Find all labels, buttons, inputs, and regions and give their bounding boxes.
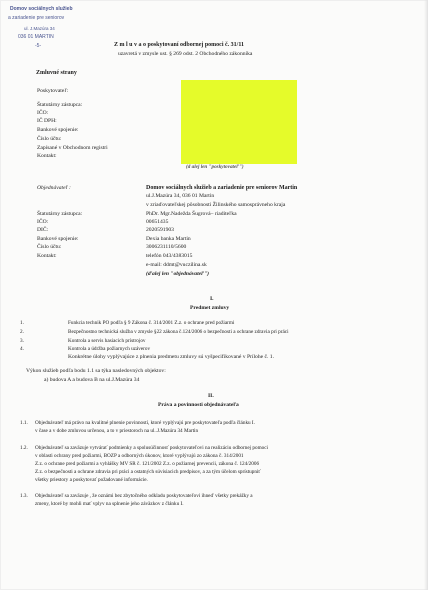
client-note: (ďalej len "objednávateľ") (146, 271, 210, 277)
paragraph-line: Objednávateľ má právo na kvalitné plnenie povinností, ktoré vyplývajú pre poskytovateľa podľa článku I. (35, 420, 255, 426)
paragraph-number: 1.3. (20, 493, 28, 499)
provider-field: Bankové spojenie: (37, 127, 79, 133)
client-row-label: DIČ: (37, 227, 49, 233)
organization-stamp (4, 3, 74, 55)
client-row-label: Kontakt: (37, 253, 57, 259)
page-edge-shadow (424, 0, 428, 590)
list-item-number: 2. (20, 329, 24, 335)
stamp-line-2: a zariadenie pre seniorov (8, 15, 65, 21)
provider-field: IČ DPH: (37, 118, 57, 124)
client-address: ul.J.Mazúra 34, 036 01 Martin (146, 193, 215, 199)
client-name: Domov sociálnych služieb a zariadenie pre seniorov Martin (146, 185, 298, 191)
list-item-text: Kontrola a údržba požiarnych uzáverov (68, 346, 151, 352)
client-label: Objednávateľ : (37, 185, 71, 191)
parties-heading: Zmluvné strany (36, 70, 77, 76)
scope-item: a) budova A a budova B na ul.J.Mazúra 34 (44, 377, 140, 383)
paragraph-line: Z.z. o bezpečnosti a ochrane zdravia pri práci a ostatných súvisiacich predpisov, a za tým účelom sprístupniť (35, 469, 261, 475)
spec-note: Konkrétne úlohy vyplývajúce z plnenia predmetu zmluvy sú vyšpecifikované v Prílohe č. 1. (68, 354, 274, 360)
client-row-label: Bankové spojenie: (37, 236, 79, 242)
client-row-value: Dexia banka Martin (146, 236, 191, 242)
list-item-number: 4. (20, 346, 24, 352)
client-row-value: 3006231110/5600 (146, 244, 187, 250)
section-2-number: II. (208, 393, 214, 399)
stamp-line-1: Domov sociálnych služieb (10, 6, 73, 12)
paragraph-number: 1.1. (20, 420, 28, 426)
section-1-number: I. (210, 296, 214, 302)
paragraph-line: v čase a v dobe zmluvou určenou, a to v priestoroch na ul..J.Mazúra 34 Martin (35, 428, 199, 434)
provider-field: Kontakt: (37, 153, 57, 159)
contract-title: Z m l u v a o poskytovaní odbornej pomoci č. 31/11 (114, 42, 245, 48)
client-row-value: telefón 043/4383015 (146, 253, 193, 259)
list-item-text: Kontrola a servis hasiacich prístrojov (68, 338, 146, 344)
client-row-label: IČO: (37, 219, 49, 225)
paragraph-line: v oblasti ochrany pred požiarmi, BOZP a odborných úkonov, ktoré vyplývajú zo zákona č. 314/2001 (35, 453, 244, 459)
client-row-value: 2020591903 (146, 227, 174, 233)
stamp-line-5: -5- (35, 43, 42, 49)
section-1-title: Predmet zmluvy (190, 305, 230, 311)
contract-subtitle: uzavretá v zmysle ust. § 269 odst. 2 Obchodného zákonníka (118, 51, 253, 57)
paragraph-line: Objednávateľ sa zaväzuje , že oznámi bez zbytočného odkladu poskytovateľovi ihneď všetky prekážky a (35, 493, 253, 499)
list-item-number: 3. (20, 338, 24, 344)
provider-field: Štatutárny zástupca: (37, 102, 83, 108)
provider-label: Poskytovateľ: (37, 88, 69, 94)
list-item-number: 1. (20, 320, 24, 326)
paragraph-number: 1.2. (20, 445, 28, 451)
client-jurisdiction: v zriaďovateľskej pôsobnosti Žilinského samosprávneho kraja (146, 202, 286, 208)
list-item-text: Funkcia technik PO podľa § 9 Zákona č. 314/2001 Z.z. o ochrane pred požiarmi (68, 320, 235, 326)
provider-note: (d alej len "poskytovateľ") (186, 164, 244, 170)
scope-intro: Výkon služieb podľa bodu 1.1 sa týka nasledovných objektov: (26, 368, 166, 374)
provider-field: IČO: (37, 110, 49, 116)
client-row-value: PhDr. Mgr.Nadežda Šugrová– riaditeľka (146, 211, 237, 217)
paragraph-line: zmeny, ktoré by mohli mať vplyv na splnenie jeho záväzkov z článku I. (35, 501, 184, 507)
stamp-line-4: 036 01 MARTIN (18, 34, 54, 40)
stamp-line-3: ul. J.Mazúra 34 (24, 26, 55, 31)
paragraph-line: všetky priestory a poskytovať požadované informácie. (35, 477, 148, 483)
client-email: e-mail: ddmt@vuczilina.sk (146, 262, 207, 268)
section-2-title: Práva a povinnosti objednávateľa (158, 402, 239, 408)
client-row-label: Číslo účtu: (37, 244, 62, 250)
provider-field: Zapísané v Obchodnom registri (37, 145, 108, 151)
paragraph-line: Objednávateľ sa zaväzuje vytvárať podmienky a spolusúčinnosť poskytovateľovi na realizáciu odbornej pomoci (35, 445, 268, 451)
list-item-text: Bezpečnostno technická služba v zmysle §22 zákona č.124/2006 o bezpečnosti a ochrane zdravia pri práci (68, 329, 289, 335)
redaction-highlight (181, 80, 297, 164)
provider-field: Číslo účtu: (37, 136, 62, 142)
client-row-value: 00651435 (146, 219, 169, 225)
client-row-label: Štatutárny zástupca: (37, 211, 83, 217)
paragraph-line: Z.z. o ochrane pred požiarmi a vyhlášky MV SR č. 121/2002 Z.z. o požiarnej prevencii, zákona č. 124/2006 (35, 461, 260, 467)
